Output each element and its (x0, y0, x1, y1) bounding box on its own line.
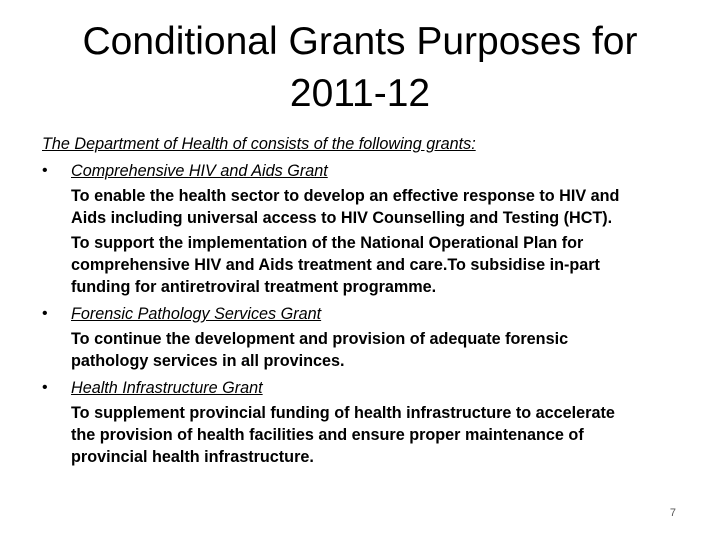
grant-item-hiv-aids (42, 158, 682, 298)
grant-item-forensic-pathology (42, 301, 682, 372)
description-line: the provision of health facilities and ensure proper maintenance of (71, 426, 584, 444)
grant-item-health-infrastructure (42, 375, 682, 468)
intro-text: The Department of Health of consists of the following grants: (42, 135, 476, 153)
page-number: 7 (669, 507, 676, 519)
description-line: To supplement provincial funding of health infrastructure to accelerate (71, 404, 615, 422)
description-line: To support the implementation of the National Operational Plan for (71, 234, 584, 252)
description-line: funding for antiretroviral treatment programme. (71, 278, 437, 296)
description-line: To enable the health sector to develop an effective response to HIV and (71, 187, 620, 205)
slide-title-line-1: Conditional Grants Purposes for (82, 20, 638, 63)
grant-description (71, 232, 682, 298)
bullet-icon: • (42, 379, 48, 396)
description-line: provincial health infrastructure. (71, 448, 314, 466)
grant-description (71, 185, 682, 229)
bullet-icon: • (42, 305, 48, 322)
grant-name: Comprehensive HIV and Aids Grant (71, 162, 328, 180)
grant-description (71, 328, 682, 372)
description-line: comprehensive HIV and Aids treatment and care.To subsidise in-part (71, 256, 600, 274)
slide-title-line-2: 2011-12 (289, 72, 431, 115)
description-line: Aids including universal access to HIV Counselling and Testing (HCT). (71, 209, 613, 227)
description-line: To continue the development and provision of adequate forensic (71, 330, 569, 348)
description-line: pathology services in all provinces. (71, 352, 345, 370)
slide-content (42, 130, 682, 471)
slide-title (0, 16, 720, 120)
grant-description (71, 402, 682, 468)
bullet-icon: • (42, 162, 48, 179)
grant-name: Forensic Pathology Services Grant (71, 305, 322, 323)
grant-name: Health Infrastructure Grant (71, 379, 263, 397)
